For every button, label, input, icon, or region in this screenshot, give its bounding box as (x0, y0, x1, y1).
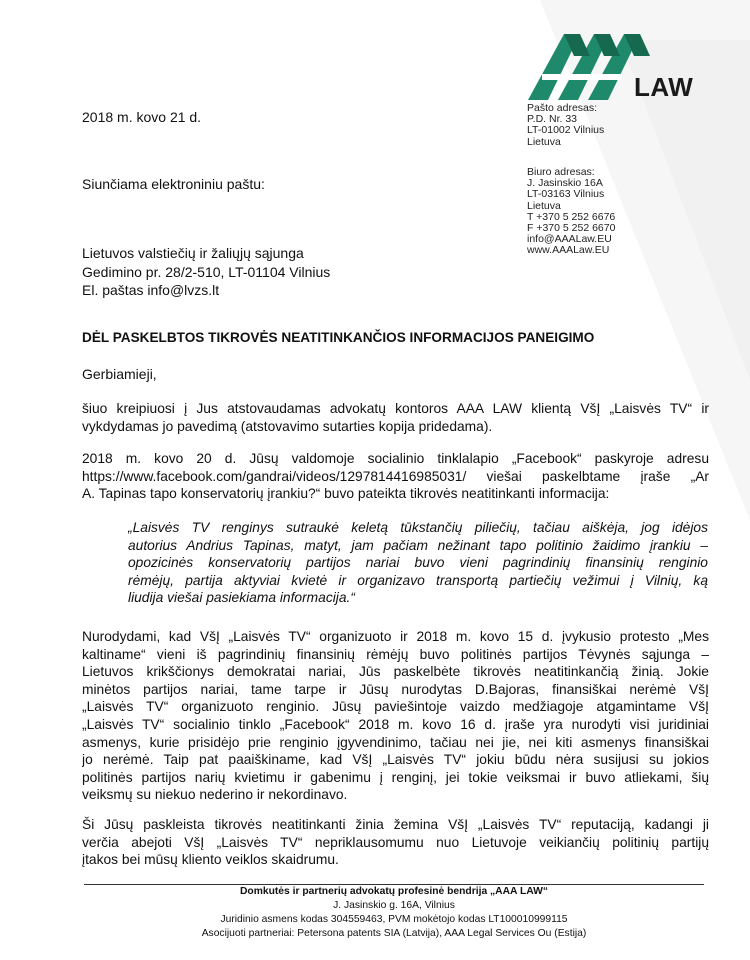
recipient-email: El. paštas info@lvzs.lt (82, 282, 220, 298)
office-line: Biuro adresas: (527, 166, 595, 178)
text-line: vykdydamas jo pavedimą (atstovavimo sutarties kopija pridedama). (82, 418, 493, 434)
text-line: „Laisvės TV“ socialinio tinklo „Facebook“ 2018 m. kovo 16 d. įraše yra nurodyti visi juridiniai (82, 716, 709, 732)
text-line: Ši Jūsų paskleista tikrovės neatitinkanti žinia žemina VšĮ „Laisvės TV“ reputaciją, kadangi ji (82, 817, 709, 832)
footer-firm-name: Domkutės ir partnerių advokatų profesinė bendrija „AAA LAW“ (239, 886, 548, 897)
text-line: „Laisvės TV renginys sutraukė keletą tūkstančių piliečių, tačiau aiškėja, jog idėjos (128, 520, 708, 535)
postal-line: LT-01002 Vilnius (527, 124, 605, 137)
office-line: J. Jasinskio 16A (527, 177, 603, 190)
text-line: Nurodydami, kad VšĮ „Laisvės TV“ organizuoto ir 2018 m. kovo 15 d. įvykusio protesto „Mes (82, 629, 709, 644)
text-line: „Laisvės TV“ organizuoto renginio. Jūsų paviešintoje vaizdo medžiagoje atgamintame VšĮ (82, 699, 709, 715)
text-line: liudija viešai pasiekiama informacija.“ (128, 590, 355, 606)
text-line: šiuo kreipiuosi į Jus atstovaudamas advokatų kontoros AAA LAW klientą VšĮ „Laisvės TV“ ir (82, 401, 709, 416)
letterhead-office-address (527, 167, 615, 257)
recipient-name: Lietuvos valstiečių ir žaliųjų sąjunga (82, 245, 304, 261)
letter-date: 2018 m. kovo 21 d. (82, 109, 202, 125)
paragraph-2 (82, 450, 709, 503)
text-line: rėmėjų, partija aktyviai kvietė ir organizavo transportą partiečių vežimui į Vilnių, ką (128, 572, 708, 588)
text-line: įtakos bei mūsų kliento veiklos skaidrumu. (82, 852, 339, 868)
paragraph-1 (82, 400, 709, 435)
letter-subject: DĖL PASKELBTOS TIKROVĖS NEATITINKANČIOS INFORMACIJOS PANEIGIMO (82, 330, 595, 345)
text-line: 2018 m. kovo 20 d. Jūsų valdomoje socialinio tinklalapio „Facebook“ paskyroje adresu (82, 451, 709, 466)
recipient-address: Gedimino pr. 28/2-510, LT-01104 Vilnius (82, 263, 331, 280)
text-line: A. Tapinas tapo konservatorių įrankiu?“ buvo pateikta tikrovės neatitinkanti informacija: (82, 486, 610, 502)
footer (84, 885, 704, 941)
office-email: info@AAALaw.EU (527, 233, 612, 246)
text-line: politinės partijos narių kvietimu ir gabenimu į renginį, jei tokie veiksmai ir buvo atliekami, šių (82, 769, 709, 785)
text-line: opozicinės konservatorių partijos nariai buvo vieni pagrindinių finansinių renginio (128, 555, 708, 571)
text-line: minėtos partijos nariai, tame tarpe ir Jūsų nurodytas D.Bajoras, finansiškai nerėmė VšĮ (82, 681, 709, 697)
office-website: www.AAALaw.EU (527, 244, 610, 257)
recipient-block (82, 244, 330, 300)
delivery-method: Siunčiama elektroniniu paštu: (82, 176, 265, 192)
footer-codes: Juridinio asmens kodas 304559463, PVM mokėtojo kodas LT100010999115 (220, 914, 568, 925)
footer-address: J. Jasinskio g. 16A, Vilnius (333, 900, 455, 911)
office-line: LT-03163 Vilnius (527, 188, 605, 201)
postal-line: Pašto adresas: (527, 102, 598, 114)
greeting: Gerbiamieji, (82, 366, 157, 382)
paragraph-4 (82, 816, 709, 869)
letterhead-postal-address (527, 103, 604, 148)
text-line: veiksmų su niekuo nederino ir nekordinavo. (82, 787, 348, 803)
text-line: https://www.facebook.com/gandrai/videos/1297814416985031/ viešai paskelbtame įraše „Ar (82, 468, 709, 484)
text-line: verčia abejoti VšĮ „Laisvės TV“ nepriklausomumu nuo Lietuvoje veikiančių politinių partijų (82, 834, 709, 850)
postal-line: Lietuva (527, 135, 561, 148)
text-line: kaltiname“ vieni iš pagrindinių finansinių rėmėjų buvo politinės partijos Tėvynės sąjunga – (82, 646, 709, 662)
office-phone: T +370 5 252 6676 (527, 210, 616, 223)
paragraph-3 (82, 628, 709, 804)
footer-partners: Asocijuoti partneriai: Petersona patents SIA (Latvija), AAA Legal Services Ou (Estija) (201, 928, 587, 939)
postal-line: P.D. Nr. 33 (527, 113, 577, 126)
office-line: Lietuva (527, 199, 561, 212)
quoted-text (128, 519, 708, 607)
logo-law-text: LAW (634, 72, 694, 102)
text-line: Lietuvos krikščionys demokratai nariai, Jūs paskelbėte tikrovės neatitinkančią žinią. Jokie (82, 664, 709, 680)
text-line: autorius Andrius Tapinas, matyt, jam pačiam nežinant tapo politinio žaidimo įrankiu – (128, 537, 708, 553)
office-fax: F +370 5 252 6670 (527, 222, 616, 235)
text-line: jo nerėmė. Taip pat paaiškiname, kad VšĮ „Laisvės TV“ jokiu būdu nėra susijusi su jokios (82, 752, 709, 768)
text-line: asmenys, kurie prisidėjo prie renginio įgyvendinimo, tačiau nei jie, nei kiti asmenys finansiškai (82, 734, 709, 750)
